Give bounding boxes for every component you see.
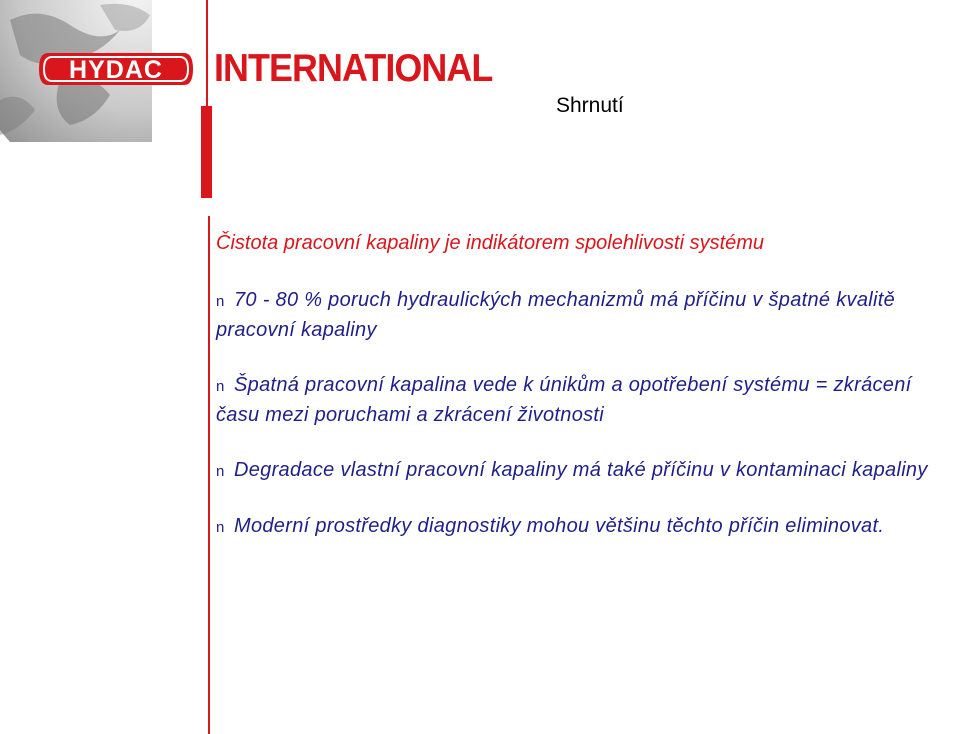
slide-title: Shrnutí: [556, 94, 624, 117]
list-item: [216, 371, 956, 430]
divider-line-main: [208, 216, 210, 734]
list-item: [216, 286, 956, 345]
international-wordmark: INTERNATIONAL: [214, 47, 493, 90]
hydac-logo: [38, 52, 194, 86]
slide-content: [216, 230, 956, 568]
accent-bar: [201, 106, 212, 198]
list-item-text: Špatná pracovní kapalina vede k únikům a opotřebení systému = zkrácení času mezi poruchami a zkrácení životnosti: [216, 374, 912, 426]
list-item-text: Moderní prostředky diagnostiky mohou většinu těchto příčin eliminovat.: [234, 515, 885, 537]
list-item: [216, 512, 956, 542]
svg-text:HYDAC: HYDAC: [69, 56, 163, 84]
bullet-icon: n: [216, 519, 225, 536]
list-item: [216, 456, 956, 486]
bullet-icon: n: [216, 463, 225, 480]
bullet-icon: n: [216, 378, 225, 395]
list-item-text: Degradace vlastní pracovní kapaliny má také příčinu v kontaminaci kapaliny: [234, 459, 928, 481]
divider-line-top: [206, 0, 208, 118]
list-item-text: 70 - 80 % poruch hydraulických mechanizmů má příčinu v špatné kvalitě pracovní kapaliny: [216, 289, 896, 341]
bullet-icon: n: [216, 293, 225, 310]
slide-heading: Čistota pracovní kapaliny je indikátorem spolehlivosti systému: [216, 232, 765, 254]
